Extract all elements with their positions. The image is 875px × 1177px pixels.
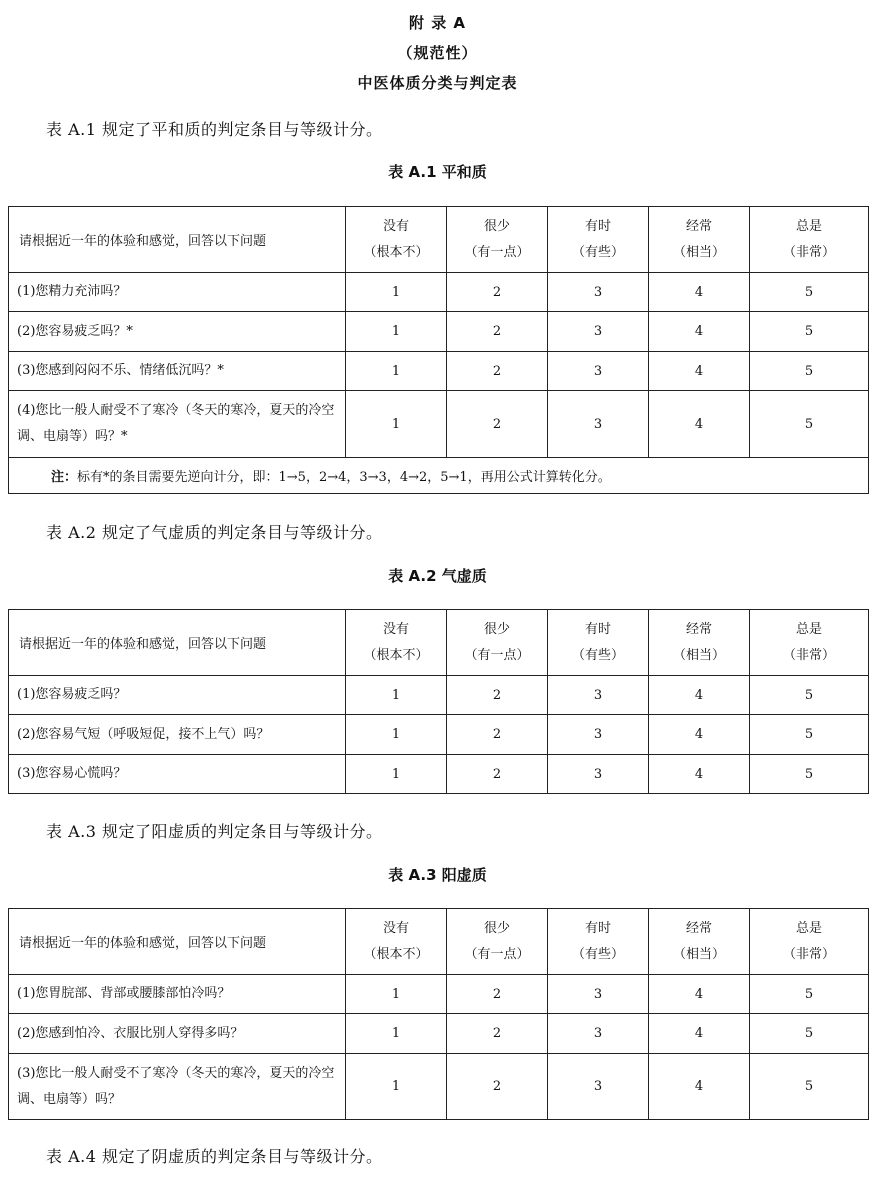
intro-a1: 表 A.1 规定了平和质的判定条目与等级计分。 <box>46 120 383 139</box>
score-cell: 5 <box>750 715 869 755</box>
score-cell: 3 <box>548 391 649 458</box>
question-text: (3)您比一般人耐受不了寒冷（冬天的寒冷，夏天的冷空调、电扇等）吗？ <box>9 1054 346 1120</box>
table-note-row <box>9 458 869 494</box>
question-text: (3)您感到闷闷不乐、情绪低沉吗？* <box>9 352 346 391</box>
note-label: 注： <box>51 470 78 485</box>
score-cell: 2 <box>447 273 548 312</box>
score-cell: 2 <box>447 755 548 794</box>
score-cell: 2 <box>447 352 548 391</box>
intro-a4: 表 A.4 规定了阴虚质的判定条目与等级计分。 <box>46 1147 383 1166</box>
score-cell: 2 <box>447 975 548 1014</box>
intro-a3: 表 A.3 规定了阳虚质的判定条目与等级计分。 <box>46 822 383 841</box>
score-cell: 3 <box>548 755 649 794</box>
table-row <box>9 1014 869 1054</box>
score-cell: 5 <box>750 975 869 1014</box>
table-a1 <box>8 206 869 494</box>
note-text: 标有*的条目需要先逆向计分，即：1→5，2→4，3→3，4→2，5→1，再用公式计算转化分。 <box>77 470 611 485</box>
table-header-row <box>9 207 869 273</box>
table-row <box>9 312 869 352</box>
score-cell: 5 <box>750 312 869 352</box>
option-header-rarely: 很少 （有一点） <box>447 909 548 975</box>
table-a2 <box>8 609 869 794</box>
score-cell: 4 <box>649 1054 750 1120</box>
question-text: (1)您精力充沛吗？ <box>9 273 346 312</box>
table-header-row <box>9 610 869 676</box>
score-cell: 1 <box>346 312 447 352</box>
table-row <box>9 1054 869 1120</box>
score-cell: 3 <box>548 1054 649 1120</box>
score-cell: 4 <box>649 1014 750 1054</box>
question-text: (1)您容易疲乏吗？ <box>9 676 346 715</box>
option-header-always: 总是 （非常） <box>750 610 869 676</box>
appendix-title: 附 录 A <box>408 14 467 32</box>
score-cell: 3 <box>548 975 649 1014</box>
option-header-never: 没有 （根本不） <box>346 207 447 273</box>
option-header-never: 没有 （根本不） <box>346 909 447 975</box>
score-cell: 2 <box>447 1054 548 1120</box>
option-header-never: 没有 （根本不） <box>346 610 447 676</box>
score-cell: 1 <box>346 715 447 755</box>
table-a3 <box>8 908 869 1120</box>
intro-a2: 表 A.2 规定了气虚质的判定条目与等级计分。 <box>46 523 383 542</box>
score-cell: 2 <box>447 312 548 352</box>
table-row <box>9 391 869 458</box>
table-row <box>9 352 869 391</box>
score-cell: 4 <box>649 391 750 458</box>
score-cell: 2 <box>447 676 548 715</box>
question-text: (2)您感到怕冷、衣服比别人穿得多吗？ <box>9 1014 346 1054</box>
score-cell: 3 <box>548 312 649 352</box>
score-cell: 3 <box>548 352 649 391</box>
question-text: (3)您容易心慌吗？ <box>9 755 346 794</box>
question-header: 请根据近一年的体验和感觉，回答以下问题 <box>9 909 346 975</box>
score-cell: 2 <box>447 391 548 458</box>
score-cell: 3 <box>548 1014 649 1054</box>
score-cell: 5 <box>750 273 869 312</box>
option-header-sometimes: 有时 （有些） <box>548 610 649 676</box>
score-cell: 1 <box>346 1014 447 1054</box>
question-text: (2)您容易疲乏吗？* <box>9 312 346 352</box>
score-cell: 5 <box>750 1014 869 1054</box>
appendix-heading: 中医体质分类与判定表 <box>357 74 518 92</box>
option-header-rarely: 很少 （有一点） <box>447 610 548 676</box>
table-row <box>9 755 869 794</box>
score-cell: 5 <box>750 755 869 794</box>
table-caption-a1: 表 A.1 平和质 <box>388 163 487 181</box>
question-header: 请根据近一年的体验和感觉，回答以下问题 <box>9 610 346 676</box>
score-cell: 1 <box>346 273 447 312</box>
score-cell: 1 <box>346 352 447 391</box>
table-caption-a2: 表 A.2 气虚质 <box>388 567 487 585</box>
option-header-often: 经常 （相当） <box>649 610 750 676</box>
score-cell: 4 <box>649 715 750 755</box>
question-text: (2)您容易气短（呼吸短促，接不上气）吗？ <box>9 715 346 755</box>
score-cell: 4 <box>649 676 750 715</box>
table-row <box>9 273 869 312</box>
score-cell: 1 <box>346 676 447 715</box>
score-cell: 1 <box>346 1054 447 1120</box>
table-row <box>9 715 869 755</box>
option-header-always: 总是 （非常） <box>750 909 869 975</box>
option-header-rarely: 很少 （有一点） <box>447 207 548 273</box>
option-header-sometimes: 有时 （有些） <box>548 909 649 975</box>
table-header-row <box>9 909 869 975</box>
option-header-always: 总是 （非常） <box>750 207 869 273</box>
score-cell: 5 <box>750 391 869 458</box>
question-text: (4)您比一般人耐受不了寒冷（冬天的寒冷，夏天的冷空调、电扇等）吗？* <box>9 391 346 458</box>
table-row <box>9 975 869 1014</box>
score-cell: 4 <box>649 273 750 312</box>
score-cell: 4 <box>649 312 750 352</box>
score-cell: 5 <box>750 352 869 391</box>
score-cell: 4 <box>649 352 750 391</box>
option-header-often: 经常 （相当） <box>649 909 750 975</box>
score-cell: 1 <box>346 755 447 794</box>
score-cell: 1 <box>346 391 447 458</box>
table-caption-a3: 表 A.3 阳虚质 <box>388 866 487 884</box>
score-cell: 2 <box>447 1014 548 1054</box>
question-text: (1)您胃脘部、背部或腰膝部怕冷吗？ <box>9 975 346 1014</box>
score-cell: 4 <box>649 755 750 794</box>
score-cell: 1 <box>346 975 447 1014</box>
score-cell: 5 <box>750 676 869 715</box>
score-cell: 4 <box>649 975 750 1014</box>
question-header: 请根据近一年的体验和感觉，回答以下问题 <box>9 207 346 273</box>
score-cell: 3 <box>548 273 649 312</box>
option-header-often: 经常 （相当） <box>649 207 750 273</box>
score-cell: 2 <box>447 715 548 755</box>
table-row <box>9 676 869 715</box>
score-cell: 5 <box>750 1054 869 1120</box>
score-cell: 3 <box>548 676 649 715</box>
appendix-subtitle: （规范性） <box>397 44 478 62</box>
table-note <box>9 458 869 494</box>
score-cell: 3 <box>548 715 649 755</box>
option-header-sometimes: 有时 （有些） <box>548 207 649 273</box>
